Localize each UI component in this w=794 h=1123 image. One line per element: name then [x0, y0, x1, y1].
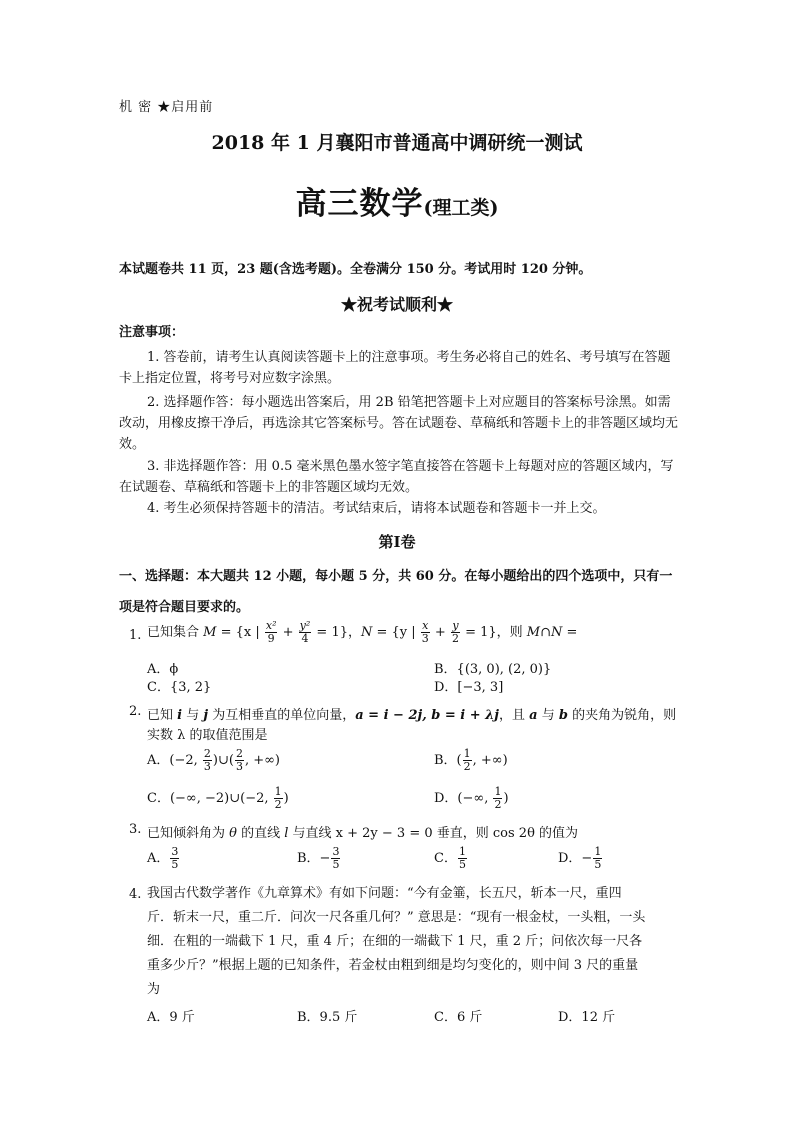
option-a: A．9 斤 — [147, 1010, 195, 1025]
option-a — [147, 846, 180, 871]
volume-title: 第Ⅰ卷 — [378, 533, 416, 551]
option-text: , +∞) — [244, 753, 280, 768]
numerator: y — [452, 619, 459, 632]
vector-j: j — [203, 708, 209, 723]
stem-text: 与 — [182, 708, 204, 723]
question-number: 1. — [129, 628, 142, 643]
question-stem — [147, 704, 676, 723]
stem-text: + — [278, 625, 298, 640]
stem-text: = 1}， — [312, 625, 361, 640]
option-text: C． — [434, 851, 457, 866]
option-text: C．(−∞, −2)∪(−2, — [147, 791, 273, 806]
vector-expression: a = i − 2j, b = i + λj — [355, 708, 500, 723]
denominator: 3 — [235, 760, 243, 773]
denominator: 5 — [171, 858, 179, 871]
option-a — [147, 748, 280, 773]
stem-text: + — [430, 625, 450, 640]
stem-text: 已知 — [147, 708, 178, 723]
fraction — [451, 620, 460, 645]
option-d — [434, 786, 509, 811]
option-text: A． — [147, 851, 170, 866]
numerator: 1 — [463, 747, 471, 760]
subject-subtitle: (理工类) — [423, 197, 499, 219]
option-b: B．{(3, 0), (2, 0)} — [434, 662, 552, 677]
numerator: 1 — [594, 845, 602, 858]
fraction — [203, 748, 212, 773]
fraction — [299, 620, 312, 645]
denominator: 2 — [463, 760, 471, 773]
numerator: x — [422, 619, 429, 632]
notice-title: 注意事项： — [119, 325, 185, 340]
denominator: 4 — [301, 632, 309, 645]
stem-text: 已知集合 — [147, 625, 204, 640]
fraction — [331, 846, 340, 871]
numerator: 2 — [235, 747, 243, 760]
fraction — [421, 620, 430, 645]
stem-text: 的直线 — [236, 826, 285, 841]
stem-text: = {x | — [216, 625, 264, 640]
option-text: )∪( — [212, 753, 234, 768]
denominator: 2 — [274, 798, 282, 811]
intersection: M∩N — [526, 625, 563, 640]
vector-a: a — [529, 708, 538, 723]
secret-mark: 机 密 ★启用前 — [119, 100, 214, 115]
question-stem — [147, 620, 577, 645]
fraction — [274, 786, 283, 811]
stem-text: = {y | — [372, 625, 420, 640]
notice-item-4: 4. 考生必须保持答题卡的清洁。考试结束后，请将本试题卷和答题卡一并上交。 — [147, 501, 606, 516]
vector-i: i — [177, 708, 183, 723]
option-c: C．6 斤 — [434, 1010, 483, 1025]
stem-text: ，且 — [499, 708, 530, 723]
numerator: 1 — [494, 785, 502, 798]
fraction — [493, 786, 502, 811]
numerator: 2 — [203, 747, 211, 760]
denominator: 5 — [458, 858, 466, 871]
question-number: 4. — [129, 887, 142, 902]
notice-item-2: 2. 选择题作答：每小题选出答案后，用 2B 铅笔把答题卡上对应题目的答案标号涂黑。如需改动，用橡皮擦干净后，再选涂其它答案标号。答在试题卷、草稿纸和答题卡上的非答题区域均无效。 — [119, 395, 679, 452]
fraction — [463, 748, 472, 773]
option-text: A．(−2, — [147, 753, 202, 768]
option-d: D．12 斤 — [558, 1010, 616, 1025]
stem-text: 为互相垂直的单位向量， — [208, 708, 356, 723]
question-stem-line-2: 实数 λ 的取值范围是 — [147, 728, 268, 743]
question-number: 3. — [129, 822, 142, 837]
denominator: 3 — [421, 632, 429, 645]
stem-text: 与 — [537, 708, 559, 723]
stem-text: 已知倾斜角为 — [147, 826, 230, 841]
subject-name: 高三数学 — [295, 186, 424, 222]
question-number: 2. — [129, 704, 142, 719]
stem-text: 与直线 x + 2y − 3 = 0 垂直，则 cos 2θ 的值为 — [288, 826, 579, 841]
option-a: A．ϕ — [147, 662, 179, 677]
numerator: 1 — [274, 785, 282, 798]
option-text: ) — [283, 791, 289, 806]
section-heading: 一、选择题：本大题共 12 小题，每小题 5 分，共 60 分。在每小题给出的四个选项中，只有一项是符合题目要求的。 — [119, 569, 673, 615]
set-m: M — [203, 625, 217, 640]
stem-text: = — [562, 625, 578, 640]
option-text: D．− — [558, 851, 593, 866]
subject-title — [0, 178, 794, 223]
vector-b: b — [558, 708, 568, 723]
option-d: D．[−3, 3] — [434, 680, 504, 695]
stem-text: 的夹角为锐角，则 — [567, 708, 677, 723]
stem-text: = 1}，则 — [460, 625, 527, 640]
denominator: 2 — [451, 632, 459, 645]
denominator: 3 — [203, 760, 211, 773]
set-n: N — [360, 625, 373, 640]
option-b — [297, 846, 341, 871]
line-l: l — [284, 826, 289, 841]
notice-item-1: 1. 答卷前，请考生认真阅读答题卡上的注意事项。考生务必将自己的姓名、考号填写在答题卡上指定位置，将考号对应数字涂黑。 — [119, 350, 671, 386]
denominator: 9 — [267, 632, 275, 645]
fraction — [170, 846, 179, 871]
fraction — [265, 620, 278, 645]
option-text: B．− — [297, 851, 331, 866]
good-luck-line: ★祝考试顺利★ — [340, 295, 453, 314]
option-text: , +∞) — [472, 753, 508, 768]
fraction — [458, 846, 467, 871]
option-c — [434, 846, 468, 871]
theta: θ — [229, 826, 237, 841]
question-stem — [147, 822, 578, 841]
numerator: 3 — [332, 845, 340, 858]
denominator: 5 — [332, 858, 340, 871]
fraction — [235, 748, 244, 773]
option-text: B．( — [434, 753, 462, 768]
denominator: 2 — [494, 798, 502, 811]
option-b: B．9.5 斤 — [297, 1010, 358, 1025]
option-b — [434, 748, 508, 773]
option-d — [558, 846, 603, 871]
notice-item-3: 3. 非选择题作答：用 0.5 毫米黑色墨水签字笔直接答在答题卡上每题对应的答题区域内，写在试题卷、草稿纸和答题卡上的非答题区域均无效。 — [119, 459, 674, 495]
numerator: 3 — [171, 845, 179, 858]
option-text: D．(−∞, — [434, 791, 493, 806]
exam-title: 2018 年 1 月襄阳市普通高中调研统一测试 — [211, 132, 583, 154]
option-c — [147, 786, 289, 811]
denominator: 5 — [594, 858, 602, 871]
numerator: y² — [299, 619, 311, 632]
option-c: C．{3, 2} — [147, 680, 212, 695]
exam-info: 本试题卷共 11 页，23 题(含选考题)。全卷满分 150 分。考试用时 120 分钟。 — [119, 262, 592, 277]
numerator: 1 — [458, 845, 466, 858]
numerator: x² — [265, 619, 277, 632]
question-stem: 我国古代数学著作《九章算术》有如下问题：“今有金箠，长五尺，斩本一尺，重四斤．斩末一尺，重二斤．问次一尺各重几何？” 意思是：“现有一根金杖，一头粗，一头细．在粗的一端截下 1 尺，重 4 斤；在细的一端截下 1 尺，重 2 斤；问依次每一尺各重多少斤？”根据上题的已知条件，若金杖由粗到细是均匀变化的，则中间 3 尺的重量为 — [147, 886, 646, 997]
option-text: ) — [503, 791, 509, 806]
fraction — [593, 846, 602, 871]
